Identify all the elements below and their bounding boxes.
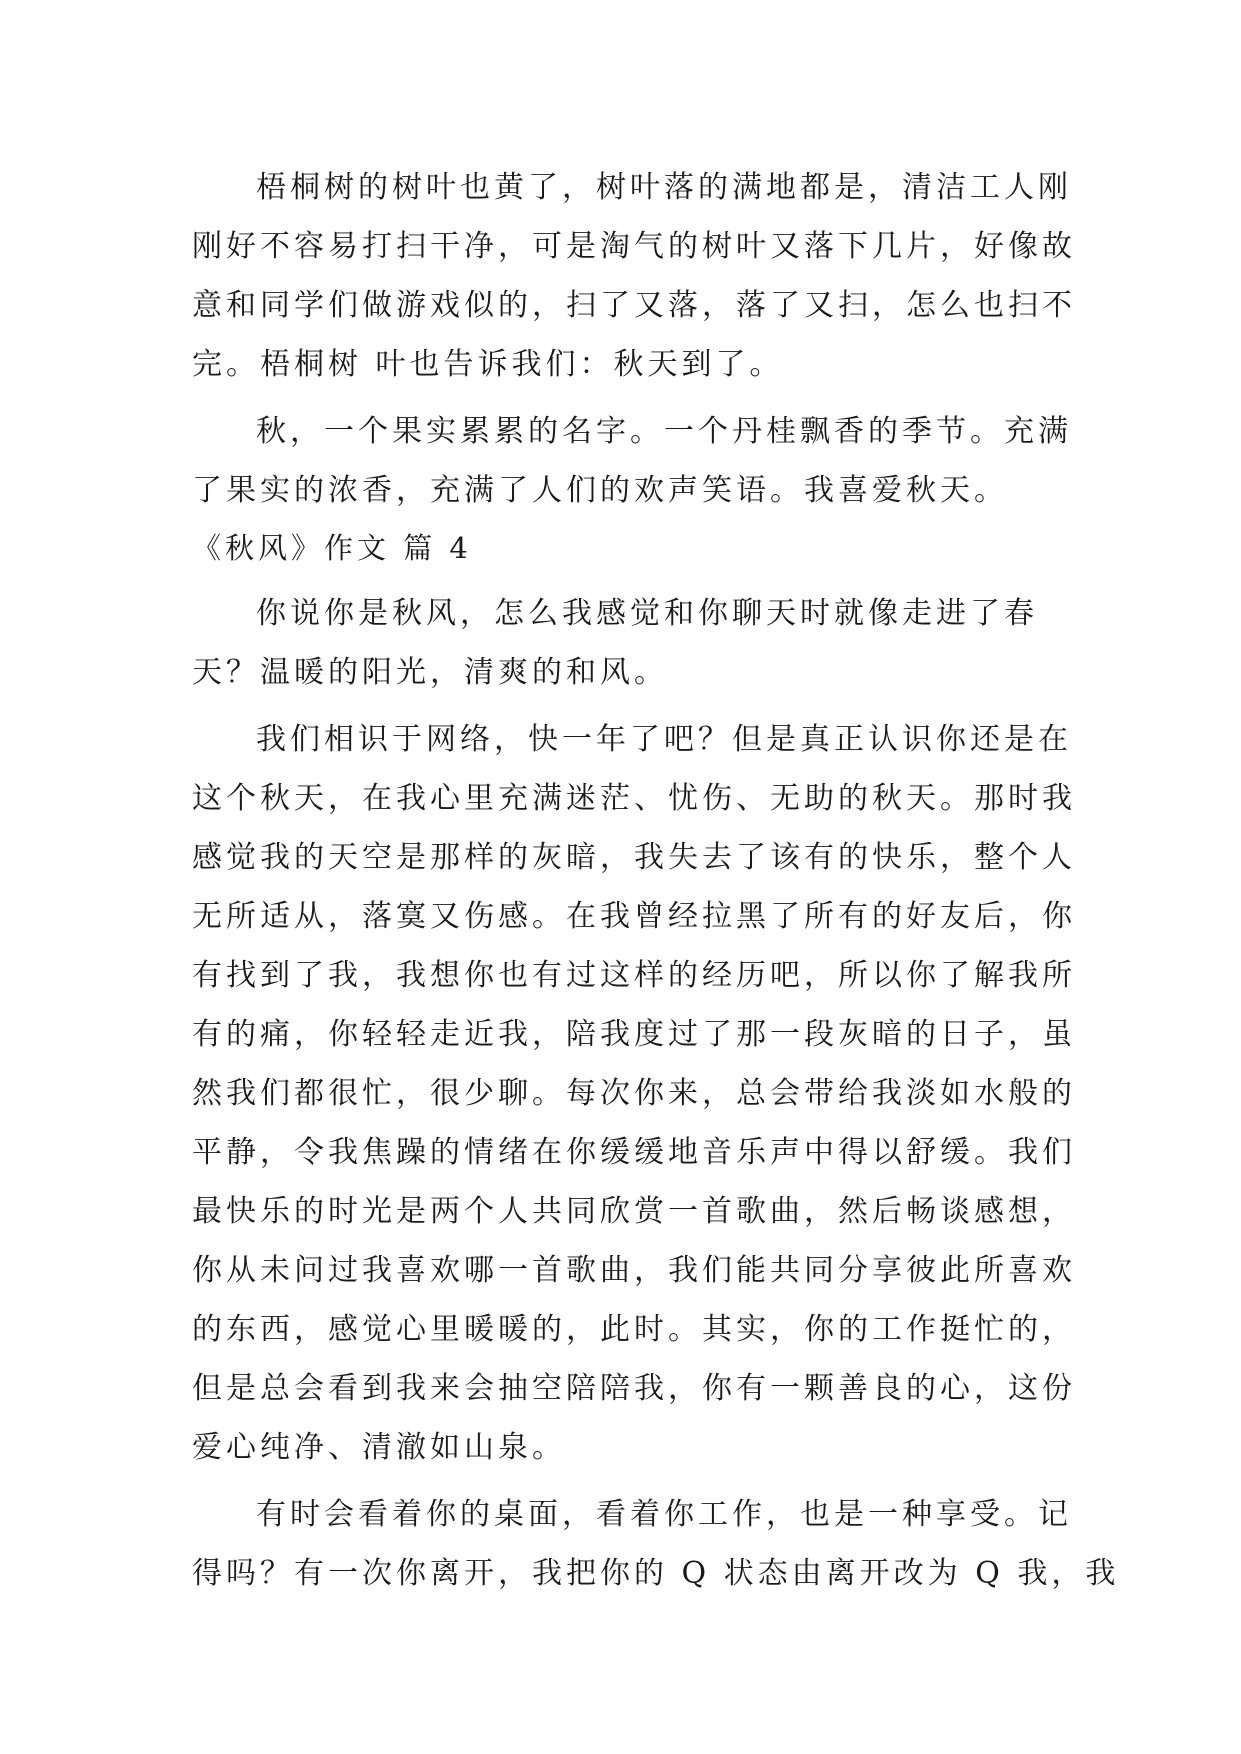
paragraph-wutong [192,158,1076,394]
text-line: 得吗？有一次你离开，我把你的 Q 状态由离开改为 Q 我，我 [192,1556,1120,1591]
text-line: 这个秋天，在我心里充满迷茫、忧伤、无助的秋天。那时我 [192,781,1076,816]
text-line: 秋，一个果实累累的名字。一个丹桂飘香的季节。充满 [256,414,1072,449]
text-line: 无所适从，落寞又伤感。在我曾经拉黑了所有的好友后，你 [192,899,1076,934]
text-line: 但是总会看到我来会抽空陪陪我，你有一颗善良的心，这份 [192,1371,1076,1406]
text-line: 完。梧桐树 叶也告诉我们：秋天到了。 [192,347,784,382]
text-line: 梧桐树的树叶也黄了，树叶落的满地都是，清洁工人刚 [256,170,1072,205]
text-line: 了果实的浓香，充满了人们的欢声笑语。我喜爱秋天。 [192,473,1008,508]
section-heading: 《秋风》作文 篇 4 [192,531,472,565]
paragraph-acquaintance [192,710,1076,1477]
text-line: 我们相识于网络，快一年了吧？但是真正认识你还是在 [256,722,1072,757]
text-line: 然我们都很忙，很少聊。每次你来，总会带给我淡如水般的 [192,1076,1076,1111]
text-line: 爱心纯净、清澈如山泉。 [192,1430,566,1465]
text-line: 感觉我的天空是那样的灰暗，我失去了该有的快乐，整个人 [192,840,1076,875]
text-line: 意和同学们做游戏似的，扫了又落，落了又扫，怎么也扫不 [192,288,1076,323]
document-body [192,158,1120,1603]
text-line: 有找到了我，我想你也有过这样的经历吧，所以你了解我所 [192,958,1076,993]
paragraph-desktop [192,1485,1120,1603]
text-line: 你从未问过我喜欢哪一首歌曲，我们能共同分享彼此所喜欢 [192,1253,1076,1288]
text-line: 刚好不容易打扫干净，可是淘气的树叶又落下几片，好像故 [192,229,1076,264]
text-line: 平静，令我焦躁的情绪在你缓缓地音乐声中得以舒缓。我们 [192,1135,1076,1170]
paragraph-autumn [192,402,1072,520]
text-line: 有的痛，你轻轻走近我，陪我度过了那一段灰暗的日子，虽 [192,1017,1076,1052]
text-line: 天？温暖的阳光，清爽的和风。 [192,655,668,690]
text-line: 的东西，感觉心里暖暖的，此时。其实，你的工作挺忙的， [192,1312,1076,1347]
text-line: 有时会看着你的桌面，看着你工作，也是一种享受。记 [256,1497,1072,1532]
paragraph-autumn-wind [192,584,1052,702]
text-line: 你说你是秋风，怎么我感觉和你聊天时就像走进了春 [256,596,1038,631]
text-line: 最快乐的时光是两个人共同欣赏一首歌曲，然后畅谈感想， [192,1194,1076,1229]
